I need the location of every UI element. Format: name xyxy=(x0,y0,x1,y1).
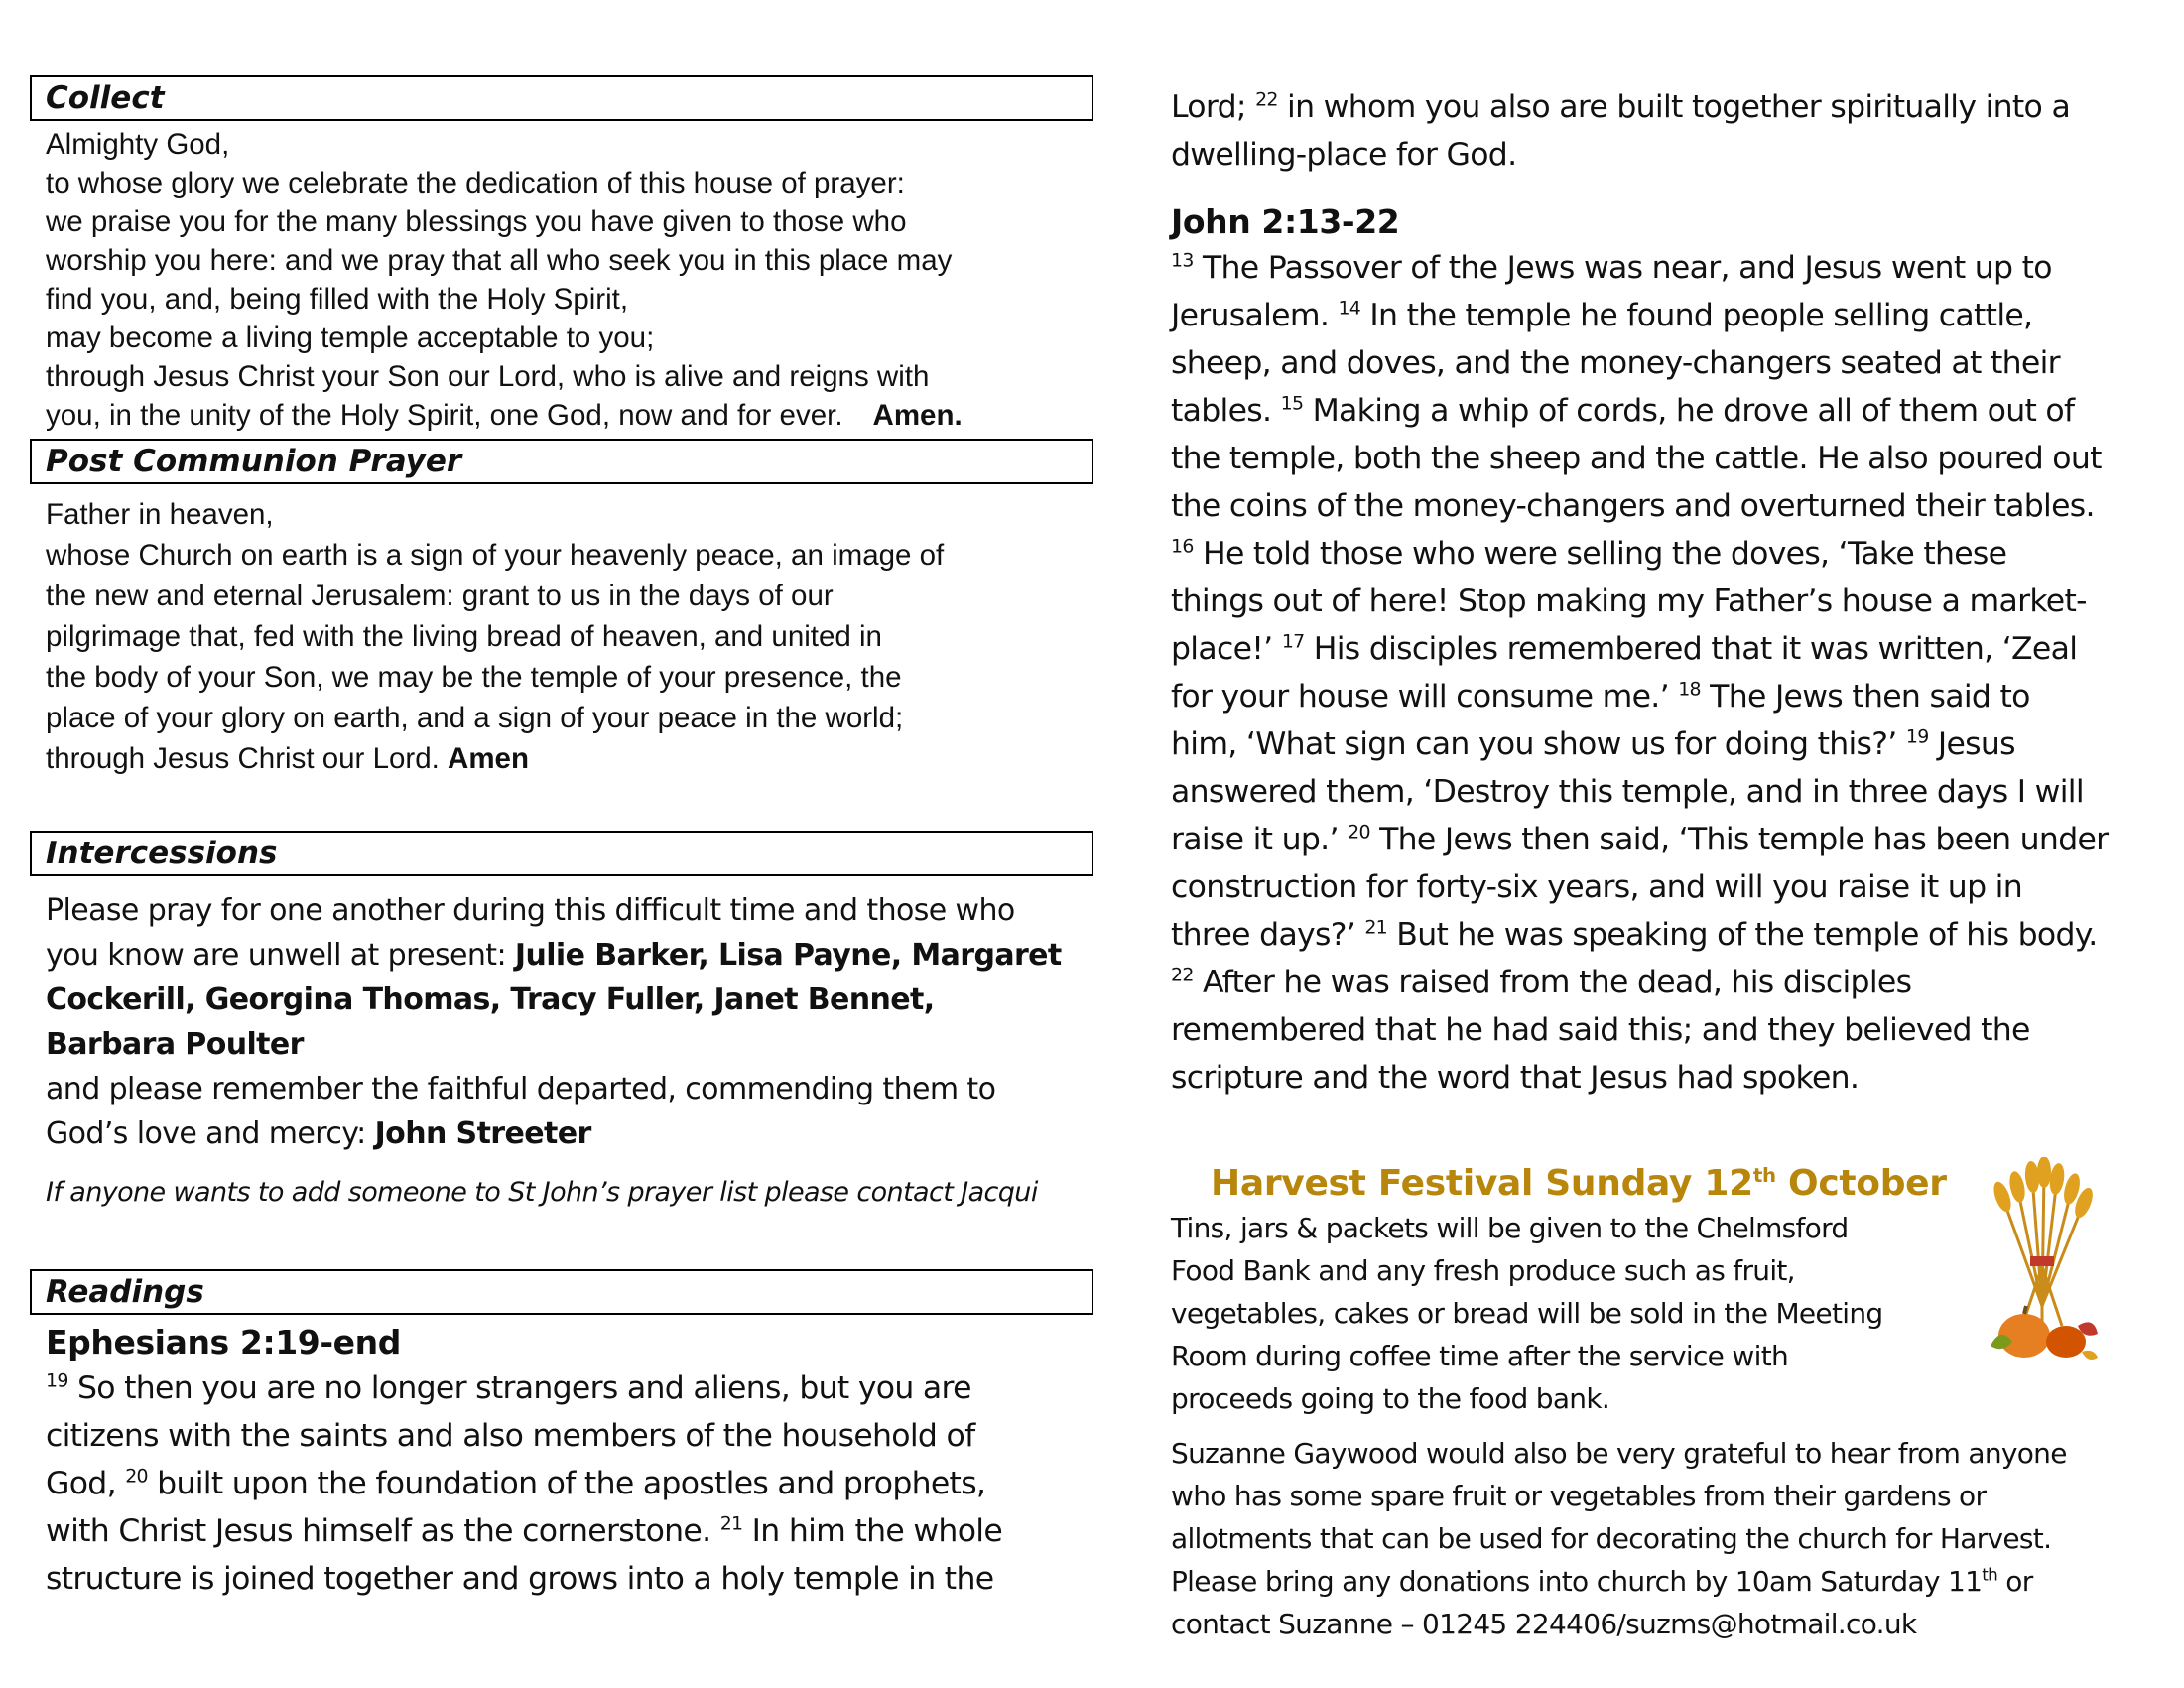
verse-number: 18 xyxy=(1678,678,1701,701)
intercessions-heading: Intercessions xyxy=(30,831,1093,876)
harvest-ordinal: th xyxy=(1982,1564,1998,1585)
harvest-contact: contact Suzanne – 01245 224406/suzms@hotmail.co.uk xyxy=(1171,1608,1917,1640)
reading-line: citizens with the saints and also members of the household of xyxy=(46,1418,975,1454)
collect-line: to whose glory we celebrate the dedication of this house of prayer: xyxy=(46,167,905,199)
intercessions-line: and please remember the faithful departed, commending them to xyxy=(46,1072,996,1106)
post-communion-line: place of your glory on earth, and a sign of your peace in the world; xyxy=(46,702,904,734)
sick-names: Cockerill, Georgina Thomas, Tracy Fuller, Janet Bennet, xyxy=(46,982,935,1017)
reading-text: tables. xyxy=(1171,393,1281,429)
reading-line xyxy=(1171,816,2163,863)
harvest-paragraph-2 xyxy=(1171,1432,2163,1645)
reading-text: place!’ xyxy=(1171,631,1282,667)
intercessions-intro: you know are unwell at present: xyxy=(46,938,515,973)
reading-line xyxy=(1171,83,2163,131)
reading-line xyxy=(1171,959,2163,1006)
reading-text: But he was speaking of the temple of his body. xyxy=(1386,917,2098,953)
post-communion-heading: Post Communion Prayer xyxy=(30,439,1093,484)
readings-heading: Readings xyxy=(30,1269,1093,1315)
reading-line: answered them, ‘Destroy this temple, and in three days I will xyxy=(1171,774,2084,810)
harvest-line: Food Bank and any fresh produce such as fruit, xyxy=(1171,1254,1795,1287)
harvest-title-ordinal: th xyxy=(1752,1164,1776,1187)
post-communion-line: pilgrimage that, fed with the living bread of heaven, and united in xyxy=(46,620,882,653)
verse-number: 21 xyxy=(719,1512,743,1535)
post-communion-line-text: through Jesus Christ our Lord. xyxy=(46,742,440,775)
collect-line-text: you, in the unity of the Holy Spirit, one God, now and for ever. xyxy=(46,399,843,432)
reading-line: sheep, and doves, and the money-changers seated at their xyxy=(1171,345,2060,381)
harvest-line: proceeds going to the food bank. xyxy=(1171,1382,1610,1415)
reading-line: things out of here! Stop making my Father’s house a market- xyxy=(1171,584,2087,619)
verse-number: 16 xyxy=(1171,535,1194,558)
reading-line xyxy=(46,1507,1093,1555)
wheat-sheaf-icon xyxy=(1983,1157,2102,1365)
reading-text: raise it up.’ xyxy=(1171,822,1349,857)
harvest-text: or xyxy=(1997,1565,2033,1598)
harvest-line xyxy=(1171,1560,2163,1603)
collect-line: through Jesus Christ your Son our Lord, who is alive and reigns with xyxy=(46,360,930,393)
collect-line: worship you here: and we pray that all who seek you in this place may xyxy=(46,244,953,277)
post-communion-amen: Amen xyxy=(448,742,529,775)
harvest-line: Suzanne Gaywood would also be very grateful to hear from anyone xyxy=(1171,1437,2067,1470)
reading-text: The Passover of the Jews was near, and Jesus went up to xyxy=(1193,250,2052,286)
reading-text: Lord; xyxy=(1171,89,1256,125)
post-communion-line: Father in heaven, xyxy=(46,498,274,531)
collect-line: Almighty God, xyxy=(46,128,230,161)
harvest-title-month: October xyxy=(1775,1163,1947,1204)
reading-line: the temple, both the sheep and the cattle. He also poured out xyxy=(1171,441,2102,476)
harvest-text: Please bring any donations into church by 10am Saturday 11 xyxy=(1171,1565,1983,1598)
collect-amen: Amen. xyxy=(872,399,963,432)
reading-text: for your house will consume me.’ xyxy=(1171,679,1679,714)
intercessions-line xyxy=(46,933,1093,977)
post-communion-prayer xyxy=(30,494,1093,779)
reading-text: In him the whole xyxy=(742,1513,1002,1549)
sick-names: Barbara Poulter xyxy=(46,1027,304,1062)
sick-names: Julie Barker, Lisa Payne, Margaret xyxy=(514,938,1062,973)
reading-line: construction for forty-six years, and will you raise it up in xyxy=(1171,869,2022,905)
reading-line xyxy=(1171,720,2163,768)
prayer-list-note: If anyone wants to add someone to St John’s prayer list please contact Jacqui xyxy=(46,1177,1038,1208)
harvest-line: Room during coffee time after the service with xyxy=(1171,1340,1789,1372)
verse-number: 20 xyxy=(1348,821,1370,844)
harvest-line: allotments that can be used for decorating the church for Harvest. xyxy=(1171,1522,2052,1555)
harvest-line: who has some spare fruit or vegetables from their gardens or xyxy=(1171,1480,1987,1512)
reading-text: The Jews then said to xyxy=(1700,679,2030,714)
verse-number: 15 xyxy=(1280,392,1304,415)
reading-text: God, xyxy=(46,1466,126,1501)
reading-line xyxy=(46,1364,1093,1412)
verse-number: 19 xyxy=(1905,725,1929,748)
verse-number: 14 xyxy=(1338,297,1361,320)
reading-line: dwelling-place for God. xyxy=(1171,137,1517,173)
reading-text: After he was raised from the dead, his disciples xyxy=(1193,965,1912,1000)
reading-line xyxy=(1171,387,2163,435)
reading-line xyxy=(1171,673,2163,720)
reading-text: him, ‘What sign can you show us for doing this?’ xyxy=(1171,726,1906,762)
reading-line xyxy=(1171,911,2163,959)
ephesians-text-continued xyxy=(1171,83,2163,179)
reading-text: His disciples remembered that it was written, ‘Zeal xyxy=(1304,631,2078,667)
ephesians-text xyxy=(30,1364,1093,1603)
verse-number: 22 xyxy=(1171,964,1194,986)
harvest-title-text: Harvest Festival Sunday 12 xyxy=(1211,1163,1753,1204)
collect-line: we praise you for the many blessings you have given to those who xyxy=(46,205,907,238)
reading-text: The Jews then said, ‘This temple has been under xyxy=(1369,822,2109,857)
verse-number: 21 xyxy=(1364,916,1387,939)
post-communion-line-last xyxy=(46,738,1093,779)
reading-line: structure is joined together and grows into a holy temple in the xyxy=(46,1561,994,1597)
post-communion-line: the new and eternal Jerusalem: grant to us in the days of our xyxy=(46,580,834,612)
reading-line xyxy=(1171,625,2163,673)
reading-text: Making a whip of cords, he drove all of them out of xyxy=(1303,393,2075,429)
ephesians-title: Ephesians 2:19-end xyxy=(46,1323,401,1362)
reading-line: scripture and the word that Jesus had spoken. xyxy=(1171,1060,1860,1096)
reading-text: three days?’ xyxy=(1171,917,1365,953)
post-communion-line: the body of your Son, we may be the temple of your presence, the xyxy=(46,661,902,694)
john-title: John 2:13-22 xyxy=(1171,202,1400,241)
verse-number: 20 xyxy=(125,1465,148,1488)
john-text xyxy=(1171,244,2163,1102)
reading-text: So then you are no longer strangers and aliens, but you are xyxy=(67,1370,971,1406)
verse-number: 22 xyxy=(1255,88,1278,111)
collect-line-last xyxy=(46,396,1093,435)
reading-line xyxy=(46,1460,1093,1507)
reading-text: built upon the foundation of the apostles and prophets, xyxy=(147,1466,986,1501)
intercessions-line: Please pray for one another during this difficult time and those who xyxy=(46,893,1015,928)
reading-line: remembered that he had said this; and they believed the xyxy=(1171,1012,2030,1048)
collect-prayer xyxy=(30,125,1093,435)
left-column xyxy=(30,75,1093,1603)
verse-number: 13 xyxy=(1171,249,1194,272)
collect-line: may become a living temple acceptable to you; xyxy=(46,322,655,354)
reading-text: in whom you also are built together spiritually into a xyxy=(1277,89,2071,125)
reading-text: In the temple he found people selling cattle, xyxy=(1360,298,2033,333)
reading-text: Jerusalem. xyxy=(1171,298,1339,333)
reading-text: He told those who were selling the doves, ‘Take these xyxy=(1193,536,2007,572)
post-communion-line: whose Church on earth is a sign of your heavenly peace, an image of xyxy=(46,539,945,572)
harvest-line: Tins, jars & packets will be given to the Chelmsford xyxy=(1171,1212,1849,1244)
intercessions-text xyxy=(30,888,1093,1156)
harvest-line: vegetables, cakes or bread will be sold in the Meeting xyxy=(1171,1297,1883,1330)
reading-line xyxy=(1171,292,2163,339)
intercessions-line xyxy=(46,1111,1093,1156)
right-column xyxy=(1171,83,2163,1645)
reading-line xyxy=(1171,530,2163,578)
verse-number: 19 xyxy=(46,1369,68,1392)
reading-text: with Christ Jesus himself as the cornerstone. xyxy=(46,1513,720,1549)
collect-line: find you, and, being filled with the Holy Spirit, xyxy=(46,283,629,316)
reading-line: the coins of the money-changers and overturned their tables. xyxy=(1171,488,2095,524)
reading-line xyxy=(1171,244,2163,292)
verse-number: 17 xyxy=(1281,630,1305,653)
departed-intro: God’s love and mercy: xyxy=(46,1116,375,1151)
departed-names: John Streeter xyxy=(374,1116,591,1151)
collect-heading: Collect xyxy=(30,75,1093,121)
reading-text: Jesus xyxy=(1928,726,2015,762)
